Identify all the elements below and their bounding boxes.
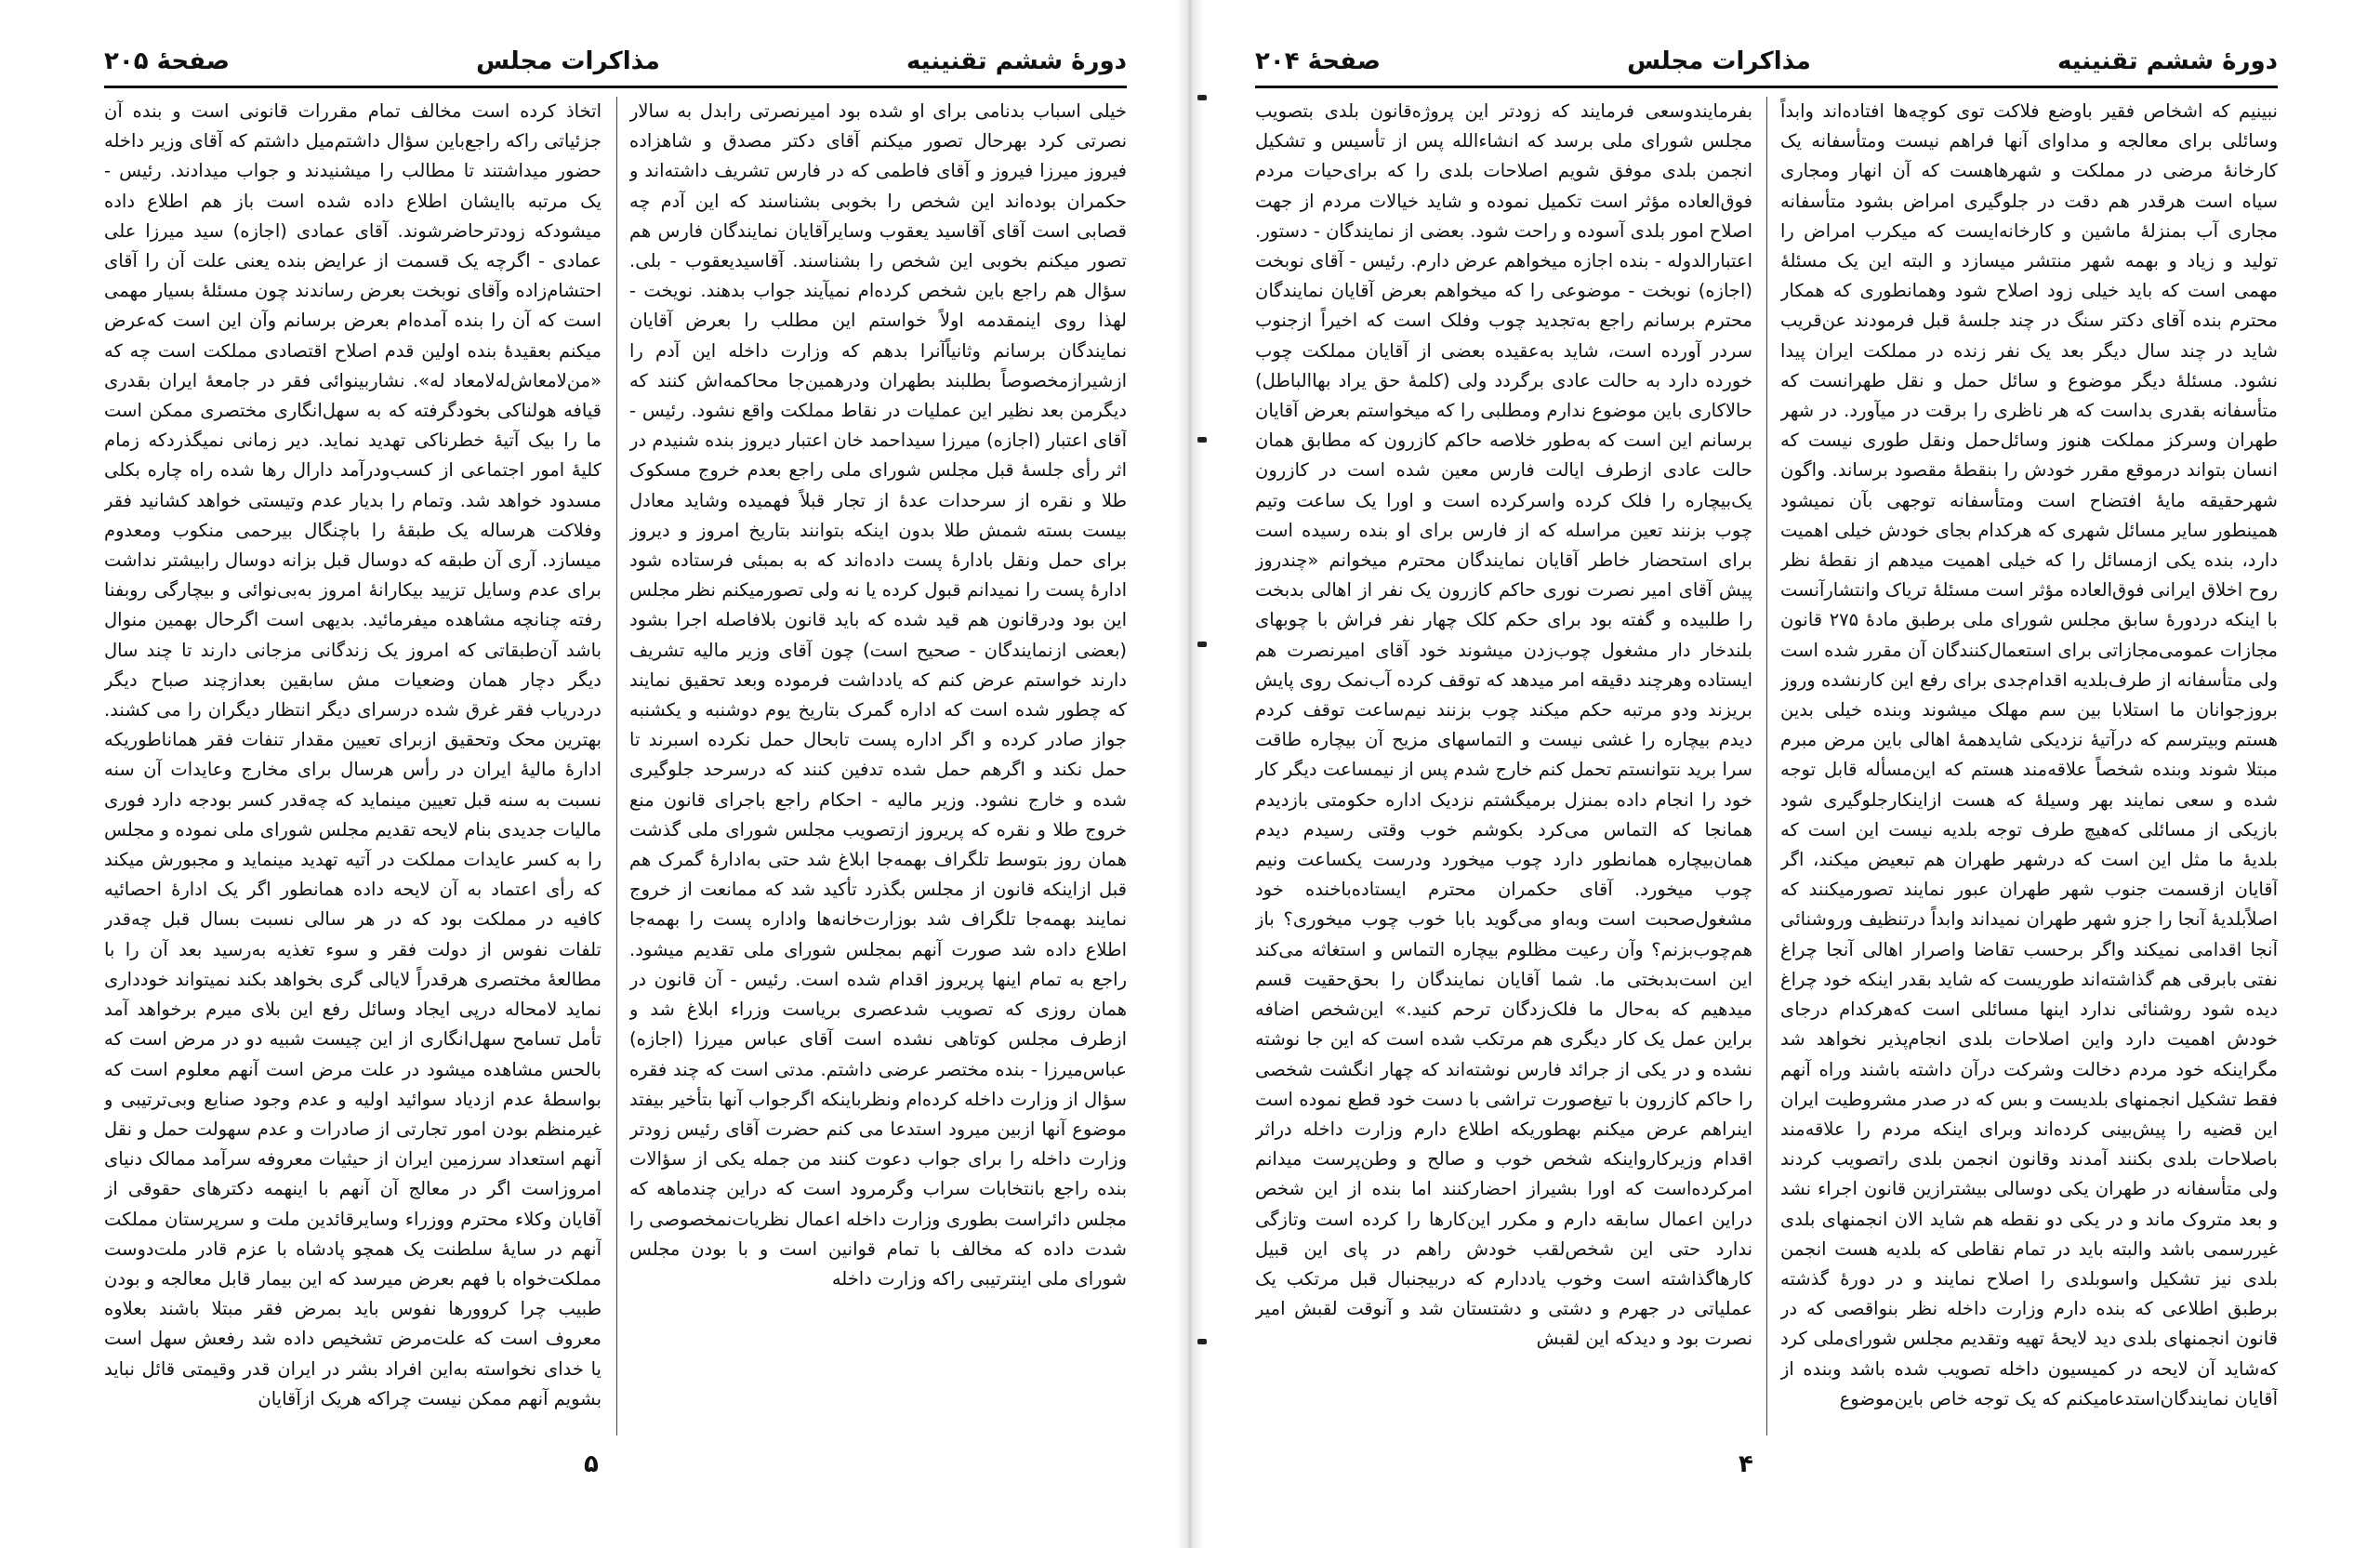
book-spine xyxy=(1177,0,1203,1548)
text-column-left xyxy=(104,97,602,1436)
binding-mark xyxy=(1197,1339,1207,1344)
binding-mark xyxy=(1197,95,1207,100)
column-divider xyxy=(1766,97,1767,1436)
header-session-label: دورهٔ ششم تقنینیه xyxy=(2056,47,2278,75)
header-title: مذاکرات مجلس xyxy=(1627,47,1811,75)
header-page-number: صفحهٔ ۲۰۵ xyxy=(104,47,231,75)
header-page-number: صفحهٔ ۲۰۴ xyxy=(1255,47,1382,75)
right-page xyxy=(1190,0,2380,1548)
column-text: خیلی اسباب بدنامی برای او شده بود امیرنصرتی رابدل به سالار نصرتی کرد بهرحال تصور میکنم آقای دکتر مصدق و شاهزاده فیروز میرزا فیروز و آقای فاطمی که در فارس تشریف داشته‌اند و حکمران بوده‌اند این شخص را بخوبی بشناسند که این آدم چه قصابی است آقای آقاسید یعقوب وسایرآقایان نمایندگان فارس هم تصور میکنم بخوبی این شخص را بشناسند. آقاسیدیعقوب - بلی. سؤال هم راجع باین شخص کرده‌ام نمیآیند جواب بدهند. نویخت - لهذا روی اینمقدمه اولاً خواستم این مطلب را بعرض آقایان نمایندگان برسانم وثانیاًآنرا بدهم که وزارت داخله این آدم را ازشیرازمخصوصاً بطلبند بطهران ودرهمین‌جا محاکمه‌اش کنند که دیگرمن بعد نظیر این عملیات در نقاط مملکت واقع نشود. رئیس - آقای اعتبار (اجازه) میرزا سیداحمد خان اعتبار دیروز بنده شنیدم در اثر رأی جلسهٔ قبل مجلس شورای ملی راجع بعدم خروج مسکوک طلا و نقره از سرحدات عدهٔ از تجار قبلاً فهمیده وشاید معادل بیست بسته شمش طلا بدون اینکه بتوانند بتاریخ امروز و دیروز برای حمل ونقل بادارهٔ پست داده‌اند که به بمبئی فرستاده شود ادارهٔ پست را نمیدانم قبول کرده یا نه ولی تصورمیکنم نظر مجلس این بود ودرقانون هم قید شده که باید قانون بلافاصله اجرا بشود (بعضی ازنمایندگان - صحیح است) چون آقای وزیر مالیه تشریف دارند خواستم عرض کنم که یادداشت فرموده وبعد تحقیق نمایند که چطور شده است که اداره گمرک بتاریخ یوم دوشنبه و یکشنبه جواز صادر کرده و اگر اداره پست تابحال حمل نکرده اسبرند تا حمل نکند و اگرهم حمل شده تدفین کنند که درسرحد جلوگیری شده و خارج نشود. وزیر مالیه - احکام راجع باجرای قانون منع خروج طلا و نقره که پریروز ازتصویب مجلس شورای ملی گذشت همان روز بتوسط تلگراف بهمه‌جا ابلاغ شد حتی به‌ادارهٔ گمرک هم قبل ازاینکه قانون از مجلس بگذرد تأکید شد که ممانعت از خروج نمایند بهمه‌جا تلگراف شد بوزارت‌خانه‌ها واداره پست را بهمه‌جا اطلاع داده شد صورت آنهم بمجلس شورای ملی تقدیم میشود. راجع به تمام اینها پریروز اقدام شده است. رئیس - آن قانون در همان روزی که تصویب شدعصری بریاست وزراء ابلاغ شد و ازطرف مجلس کوتاهی نشده است آقای عباس میرزا (اجازه) عباس‌میرزا - بنده مختصر عرضی داشتم. مدتی است که چند فقره سؤال از وزارت داخله کرده‌ام ونظرباینکه اگرجواب آنها بتأخیر بیفتد موضوع آنها ازبین میرود استدعا می کنم حضرت آقای رئیس زودتر وزارت داخله را برای جواب دعوت کنند من جمله یکی از سؤالات بنده راجع بانتخابات سراب وگرمرود است که دراین چندماهه که مجلس دائراست بطوری وزارت داخله اعمال نظریات‌نمخصوصی را شدت داده که مخالف با تمام قوانین است و با بودن مجلس شورای ملی اینترتیبی راکه وزارت داخله xyxy=(629,100,1127,1290)
header-rule xyxy=(104,86,1127,88)
text-column-right xyxy=(629,97,1127,1436)
column-divider xyxy=(616,97,617,1436)
header-rule xyxy=(1255,86,2278,88)
column-text: بفرمایندوسعی فرمایند که زودتر این پروژه‌قانون بلدی بتصویب مجلس شورای ملی برسد که انشاءالله پس از تأسیس و تشکیل انجمن بلدی موفق شویم اصلاحات بلدی را که برای‌حیات مردم فوق‌العاده مؤثر است تکمیل نموده و شاید خیالات مردم از جهت اصلاح امور بلدی آسوده و راحت شود. بعضی از نمایندگان - دستور. اعتبارالدوله - بنده اجازه میخواهم عرض دارم. رئیس - آقای نوبخت (اجازه) نوبخت - موضوعی را که میخواهم بعرض آقایان نمایندگان محترم برسانم راجع به‌تجدید چوب وفلک است که اخیراً ازجنوب سردر آورده است، شاید به‌عقیده بعضی از آقایان مملکت چوب خورده دارد به حالت عادی برگردد ولی (کلمهٔ حق یراد بهاالباطل) حالاکاری باین موضوع ندارم ومطلبی را که میخواستم بعرض آقایان برسانم این است که به‌طور خلاصه حاکم کازرون که مطابق همان حالت عادی ازطرف ایالت فارس معین شده است در کازرون یک‌بیچاره را فلک کرده واسرکرده است و اورا یک ساعت وتیم چوب بزنند تعین مراسله که از فارس برای او بنده رسیده است برای استحضار خاطر آقایان نمایندگان محترم میخوانم «چندروز پیش آقای امیر نصرت نوری حاکم کازرون یک نفر از اهالی بدبخت را طلبیده و گفته بود برای حکم کلک چهار نفر فراش با چوبهای بلندخار دار مشغول چوب‌زدن میشوند خود آقای امیرنصرت هم ایستاده وهرچند دقیقه امر میدهد که توقف کرده آب‌نمک روی پایش بریزند ودو مرتبه حکم میکند چوب بزنند نیم‌ساعت توقف کردم دیدم بیچاره را غشی نیست و التماسهای مزیح آن بیچاره طاقت سرا برید نتوانستم تحمل کنم خارج شدم پس از نیمساعت دیگر کار خود را انجام داده بمنزل برمیگشتم نزدیک اداره حکومتی بازدیدم همانجا که التماس می‌کرد بکوشم خوب وقتی رسیدم دیدم همان‌بیچاره همانطور دارد چوب میخورد ودرست یکساعت ونیم چوب میخورد. آقای حکمران محترم ایستاده‌باخنده خود مشغول‌صحبت است وبه‌او می‌گوید بابا خوب چوب میخوری؟ باز هم‌چوب‌بزنم؟ وآن رعیت مظلوم بیچاره التماس و استغاثه می‌کند این است‌بدبختی ما. شما آقایان نمایندگان را بحق‌حقیت قسم میدهیم که به‌حال ما فلک‌زدگان ترحم کنید.» این‌شخص اضافه براین عمل یک کار دیگری هم مرتکب شده است که این جا نوشته نشده و در یکی از جرائد فارس نوشته‌اند که چهار انگشت شخصی را حاکم کازرون با تیغ‌صورت تراشی با دست خود قطع نموده است اینراهم عرض میکنم بهطوریکه اطلاع دارم وزارت داخله دراثر اقدام وزیرکارواینکه شخص خوب و صالح و وطن‌پرست میدانم امرکرده‌است که اورا بشیراز احضارکنند اما بنده از این شخص دراین اعمال سابقه دارم و مکرر این‌کارها را کرده است وتازگی ندارد حتی این شخص‌لقب خودش را‌هم در پای این قبیل کارهاگذاشته است وخوب یاددارم که دربیجنبال قبل مرتکب یک عملیاتی در جهرم و دشتی و دشتستان شد و آنوقت لقبش امیر نصرت بود و دیدکه این لقبش xyxy=(1255,100,1752,1350)
header-title: مذاکرات مجلس xyxy=(476,47,660,75)
left-page-header xyxy=(104,43,1127,80)
column-text: نبینیم که اشخاص فقیر باوضع فلاکت توی کوچه‌ها افتاده‌اند وابداً وسائلی برای معالجه و مداوای آنها فراهم نیست ومتأسفانه یک کارخانهٔ مرضی در مملکت و شهرهاهست که آن انهار ومجاری سیاه است هرقدر هم دقت در جلوگیری امراض بشود متأسفانه مجاری آب بمنزلهٔ ماشین و کارخانه‌ایست که میکرب امراض را تولید و زیاد و بهمه شهر منتشر میسازد و البته این یک مسئلهٔ مهمی است که باید خیلی زود اصلاح شود وهمانطوری که همکار محترم بنده آقای دکتر سنگ در چند جلسهٔ قبل فرمودند عن‌قریب شاید در چند سال دیگر بعد یک نفر زنده در مملکت ایران پیدا نشود. مسئلهٔ دیگر موضوع و سائل حمل و نقل طهرانست که متأسفانه بقدری بداست که هر ناظری را برقت در میآورد. در شهر طهران وسرکز مملکت هنوز وسائل‌حمل ونقل طوری نیست که انسان بتواند درموقع مقرر خودش را بنقطهٔ مقصود برساند. واگون شهرحقیقه مایهٔ افتضاح است ومتأسفانه توجهی بآن نمیشود همینطور سایر مسائل شهری که هرکدام بجای خودش خیلی اهمیت دارد، بنده یکی ازمسائل را که خیلی اهمیت میدهم از نقطهٔ نظر روح اخلاق ایرانی فوق‌العاده مؤثر است مسئلهٔ تریاک وانتشارآنست با اینکه دردورهٔ سابق مجلس شورای ملی برطبق مادهٔ ۲۷۵ قانون مجازات عمومی‌مجازاتی برای استعمال‌کنندگان آن مقرر شده است ولی متأسفانه از طرف‌بلدیه اقدام‌جدی برای رفع این کارنشده وروز بروزجوانان ما استلابا بین سم مهلک میشوند وبنده خیلی بدین هستم وبیترسم که درآتیهٔ نزدیکی شایدهمهٔ اهالی باین مرض مبرم مبتلا شوند وبنده شخصاً علاقه‌مند هستم که این‌مسأله قابل توجه شده و سعی نمایند بهر وسیلهٔ که هست ازاینکارجلوگیری شود بازیکی از مسائلی که‌هیچ طرف توجه بلدیه نیست این است که بلدیهٔ ما مثل این است که درشهر طهران هم تبعیض میکند، اگر آقایان ازقسمت جنوب شهر طهران عبور نمایند تصورمیکنند که اصلاًبلدیهٔ آنجا را جزو شهر طهران نمیداند وابداً درتنظیف وروشنائی آنجا اقدامی نمیکند واگر برحسب تقاضا واصرار اهالی آنجا چراغ نفتی بابرقی هم گذاشته‌اند طوریست که شاید بقدر اینکه خود چراغ دیده شود روشنائی ندارد اینها مسائلی است که‌هرکدام درجای خودش اهمیت دارد واین اصلاحات بلدی انجام‌پذیر نخواهد شد مگراینکه خود مردم دخالت وشرکت درآن داشته باشند وراه آنهم فقط تشکیل انجمنهای بلدیست و بس که در صدر مشروطیت ایران این قضیه را پیش‌بینی کرده‌اند وبرای اینکه مردم را علاقه‌مند باصلاحات بلدی بکنند آمدند وقانون انجمن بلدی راتصویب کردند ولی متأسفانه در طهران یکی دوسالی بیشترازین قانون اجراء نشد و بعد متروک ماند و در یکی دو نقطه هم شاید الان انجمنهای بلدی غیررسمی باشد والبته باید در تمام نقاطی که بلدیه هست انجمن بلدی نیز تشکیل واسوبلدی را اصلاح نمایند و در دورهٔ گذشته برطبق اطلاعی که بنده دارم وزارت داخله نظر بنواقصی که در قانون انجمنهای بلدی دید لایحهٔ تهیه وتقدیم مجلس شورای‌ملی کرد که‌شاید آن لایحه در کمیسیون داخله تصویب شده باشد وبنده از آقایان نمایندگان‌استدعامیکنم که یک توجه خاص باین‌موضوع xyxy=(1780,100,2278,1409)
binding-mark xyxy=(1197,642,1207,647)
header-session-label: دورهٔ ششم تقنینیه xyxy=(906,47,1127,75)
binding-mark xyxy=(1197,437,1207,443)
column-text: اتخاذ کرده است مخالف تمام مقررات قانونی است و بنده آن جزئیاتی راکه راجع‌باین سؤال داشتم‌میل داشتم که آقای وزیر داخله حضور میداشتند تا مطالب را میشنیدند و جواب میدادند. رئیس - یک مرتبه باایشان اطلاع داده شده است باز هم اطلاع داده میشودکه زودترحاضرشوند. آقای عمادی (اجازه) سید میرزا علی عمادی - اگرچه یک قسمت از عرایض بنده یعنی علت آن را آقای احتشام‌زاده وآقای نوبخت بعرض رساندند چون مسئلهٔ بسیار مهمی است که آن را بنده آمده‌ام بعرض برسانم وآن این است که‌عرض میکنم بعقیدهٔ بنده اولین قدم اصلاح اقتصادی مملکت است چه که «من‌لامعاش‌له‌لامعاد له». نشاربینوائی فقر در جامعهٔ ایران بقدری قیافه هولناکی بخودگرفته که به سهل‌انگاری مختصری ممکن است ما را بیک آتیهٔ خطرناکی تهدید نماید. دیر زمانی نمیگذردکه زمام کلیهٔ امور اجتماعی از کسب‌ودرآمد دارال رها شده راه چاره بکلی مسدود خواهد شد. وتمام را بدیار عدم وتیستی خواهد کشانید فقر وفلاکت هرساله یک طبقهٔ را باچنگال بیرحمی منکوب ومعدوم میسازد. آری آن طبقه که دوسال قبل بزانه دوسال رابیشتر نداشت برای عدم وسایل تزیید بیکارانهٔ امروز به‌بی‌نوائی و بیچارگی روبفنا رفته چنانچه مشاهده میفرمائید. بدیهی است اگرحال بهمین منوال باشد آن‌طبقاتی که امروز یک زندگانی مزجانی دارند تا چند سال دیگر دچار همان وضعیات مش سابقین بعدازچند صباح دیگر دردریاب فقر غرق شده درسرای دیگر انتظار دیگران را می کشند. بهترین محک وتحقیق ازبرای تعیین مقدار تنفات فقر هماناطوریکه ادارهٔ مالیهٔ ایران در رأس هرسال برای مخارج وعایدات آن سنه نسبت به سنه قبل تعیین مینماید که چه‌قدر کسر بودجه دارد فوری مالیات جدیدی بنام لایحه تقدیم مجلس شورای ملی نموده و مجلس را به کسر عایدات مملکت در آتیه تهدید مینماید و مجبورش میکند که رأی اعتماد به آن لایحه داده همانطور اگر یک ادارهٔ احصائیه کافیه در مملکت بود که در هر سالی نسبت بسال قبل چه‌قدر تلفات نفوس از دولت فقر و سوء تغذیه به‌رسید بعد آن را با مطالعهٔ مختصری هرقدراً لایالی گری بخواهد بکند نمیتواند خودداری نماید لامحاله درپی ایجاد وسائل رفع این بلای میرم برخواهد آمد تأمل تسامح سهل‌انگاری از این چیست شبیه دو در مرض است که بالحس مشاهده میشود در علت مرض است آنهم معلوم است که بواسطهٔ عدم ازدیاد سوائید اولیه و عدم وجود صنایع وبی‌ترتیبی و غیرمنظم بودن امور تجارتی از صادرات و عدم سهولت حمل و نقل آنهم استعداد سرزمین ایران از حیثیات معروفه سرآمد ممالک دنیای امروزاست اگر در معالج آن آنهم با اینهمه دکترهای حقوقی از آقایان وکلاء محترم ووزراء وسایرقائدین ملت و سرپرستان مملکت آنهم در سایهٔ سلطنت یک همچو پادشاه با عزم قادر ملت‌دوست مملکت‌خواه با فهم بعرض میرسد که این بیمار قابل معالجه و بودن طبیب چرا کروورها نفوس باید بمرض فقر مبتلا باشند بعلاوه معروف است که علت‌مرض تشخیص داده شد رفعش سهل است یا خدای نخواسته به‌این افراد بشر در ایران قدر وقیمتی قائل نباید بشویم آنهم ممکن نیست چراکه هریک ازآقایان xyxy=(104,100,602,1409)
text-column-right xyxy=(1780,97,2278,1436)
text-column-left xyxy=(1255,97,1752,1436)
footer-page-number: ۴ xyxy=(1739,1450,1753,1478)
right-page-header xyxy=(1255,43,2278,80)
footer-page-number: ۵ xyxy=(584,1450,599,1478)
